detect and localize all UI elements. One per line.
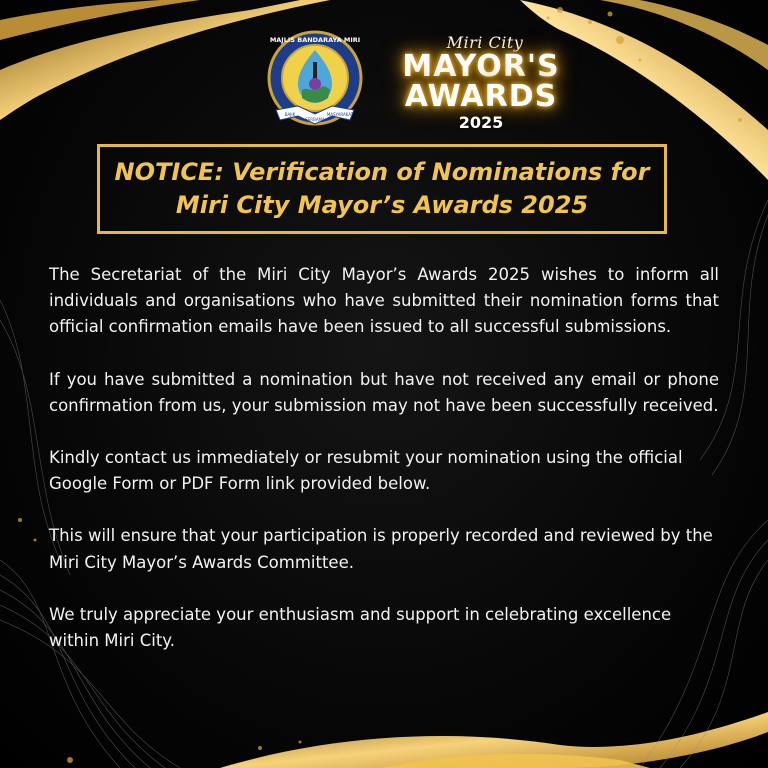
- body-paragraph-2: If you have submitted a nomination but have not received any email or phone confirmation from us, your submission may not have been successfully received.: [49, 369, 719, 415]
- body-paragraph-5: We truly appreciate your enthusiasm and support in celebrating excellence within Miri City.: [49, 604, 672, 651]
- notice-title-line2: Miri City Mayor’s Awards 2025: [175, 191, 589, 219]
- header-logos: [0, 28, 768, 138]
- award-logo-year: 2025: [458, 113, 504, 132]
- notice-title-line1: NOTICE: Verification of Nominations for: [114, 158, 650, 186]
- award-logo-title-line2: AWARDS: [404, 79, 558, 114]
- body-paragraph-1: The Secretariat of the Miri City Mayor’s Awards 2025 wishes to inform all individuals and organisations who have submitted their nomination forms that official confirmation emails have been issued to all successful submissions.: [49, 265, 719, 337]
- seal-ribbon-mid: SERBAMA: [305, 117, 325, 122]
- body-paragraph-3: Kindly contact us immediately or resubmit your nomination using the official Google Form or PDF Form link provided below.: [49, 448, 683, 494]
- award-logo-script: Miri City: [446, 33, 524, 52]
- seal-ribbon-right: MASYARAKAT: [326, 112, 354, 117]
- city-council-seal-logo: [262, 28, 368, 134]
- seal-ribbon-left: BAJIK: [284, 112, 296, 117]
- notice-body: [49, 262, 719, 680]
- award-logo-title-line1: MAYOR'S: [402, 49, 560, 84]
- body-paragraph-4: This will ensure that your participation is properly recorded and reviewed by the Miri City Mayor’s Awards Committee.: [49, 526, 713, 572]
- notice-title-box: [97, 144, 667, 234]
- seal-ring-text: MAJLIS BANDARAYA MIRI: [269, 36, 361, 44]
- mayors-awards-logo: [398, 34, 564, 158]
